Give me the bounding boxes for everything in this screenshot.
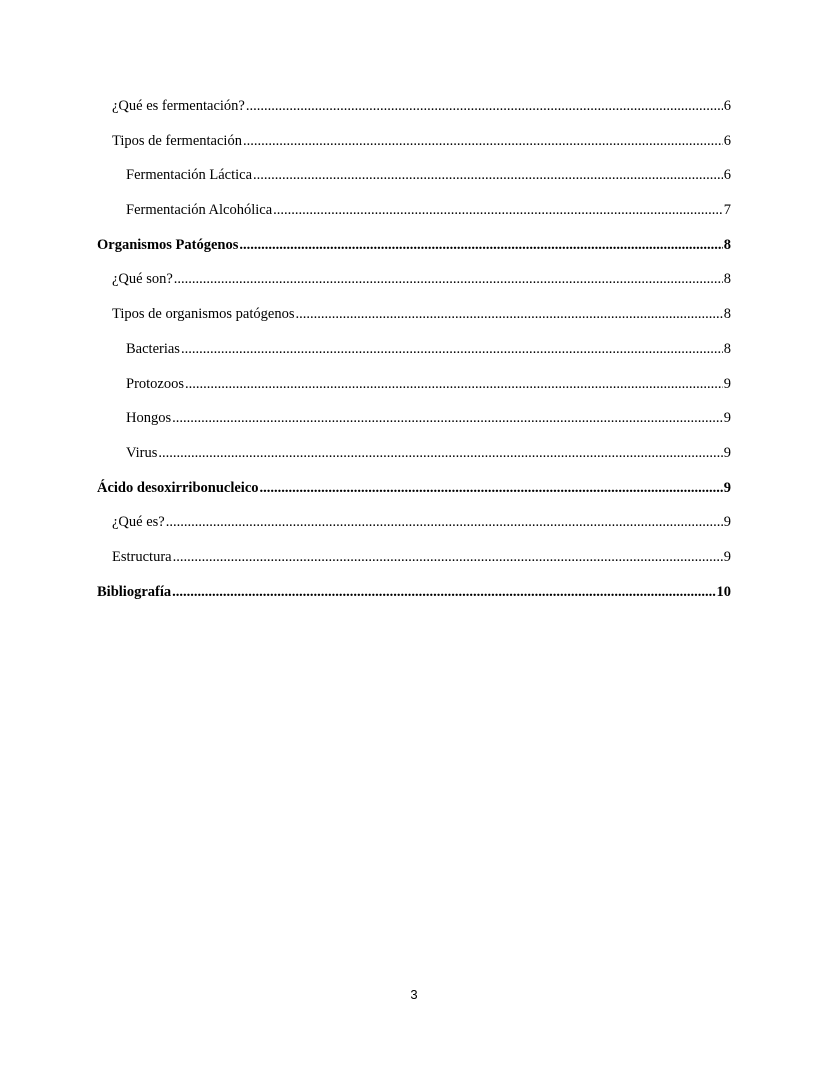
toc-entry-page: 7 [723, 202, 731, 219]
toc-entry-fermentacion-lactica[interactable] [97, 165, 731, 200]
toc-entry-title: Tipos de fermentación [112, 132, 242, 149]
toc-entry-protozoos[interactable] [97, 374, 731, 409]
toc-dot-leader [239, 235, 722, 255]
toc-entry-tipos-de-fermentacion[interactable] [97, 131, 731, 166]
toc-entry-que-es[interactable] [97, 512, 731, 547]
toc-entry-title: ¿Qué es? [112, 514, 165, 531]
toc-entry-title: Protozoos [126, 375, 184, 392]
toc-entry-hongos[interactable] [97, 408, 731, 443]
toc-dot-leader [260, 478, 723, 498]
toc-entry-title: Bibliografía [97, 583, 172, 600]
table-of-contents [97, 96, 731, 616]
toc-entry-title: Organismos Patógenos [97, 236, 239, 253]
toc-dot-leader [185, 374, 723, 394]
toc-entry-title: Fermentación Alcohólica [126, 202, 273, 219]
toc-entry-title: Fermentación Láctica [126, 167, 253, 184]
toc-entry-acido-desoxirribonucleico[interactable] [97, 478, 731, 513]
toc-dot-leader [246, 96, 723, 116]
toc-dot-leader [243, 131, 723, 151]
toc-dot-leader [172, 582, 715, 602]
toc-entry-bibliografia[interactable] [97, 582, 731, 617]
toc-entry-fermentacion-alcoholica[interactable] [97, 200, 731, 235]
toc-entry-title: Hongos [126, 410, 172, 427]
toc-entry-page: 9 [723, 410, 731, 427]
toc-entry-estructura[interactable] [97, 547, 731, 582]
toc-dot-leader [166, 512, 723, 532]
toc-entry-bacterias[interactable] [97, 339, 731, 374]
toc-entry-organismos-patogenos[interactable] [97, 235, 731, 270]
toc-dot-leader [173, 547, 723, 567]
toc-entry-page: 6 [723, 167, 731, 184]
toc-entry-title: ¿Qué son? [112, 271, 173, 288]
toc-entry-page: 8 [723, 340, 731, 357]
toc-entry-page: 6 [723, 98, 731, 114]
toc-entry-title: Estructura [112, 548, 172, 565]
toc-dot-leader [174, 269, 723, 289]
toc-entry-page: 10 [716, 583, 731, 600]
toc-dot-leader [253, 165, 723, 185]
toc-entry-que-son[interactable] [97, 269, 731, 304]
toc-entry-virus[interactable] [97, 443, 731, 478]
toc-entry-tipos-de-organismos-patogenos[interactable] [97, 304, 731, 339]
page-number: 3 [410, 987, 418, 1002]
toc-entry-title: ¿Qué es fermentación? [112, 98, 245, 114]
toc-entry-page: 8 [723, 236, 731, 253]
toc-dot-leader [295, 304, 722, 324]
toc-entry-page: 8 [723, 306, 731, 323]
toc-dot-leader [273, 200, 723, 220]
toc-entry-title: Tipos de organismos patógenos [112, 306, 295, 323]
toc-entry-page: 9 [723, 444, 731, 461]
toc-entry-page: 9 [723, 479, 731, 496]
toc-entry-title: Ácido desoxirribonucleico [97, 479, 259, 496]
toc-entry-page: 8 [723, 271, 731, 288]
toc-entry-que-es-fermentacion[interactable] [97, 96, 731, 131]
toc-dot-leader [158, 443, 722, 463]
toc-entry-page: 9 [723, 548, 731, 565]
toc-entry-title: Virus [126, 444, 158, 461]
toc-entry-page: 9 [723, 514, 731, 531]
toc-dot-leader [181, 339, 723, 359]
toc-entry-page: 6 [723, 132, 731, 149]
toc-entry-page: 9 [723, 375, 731, 392]
toc-dot-leader [172, 408, 723, 428]
toc-entry-title: Bacterias [126, 340, 180, 357]
